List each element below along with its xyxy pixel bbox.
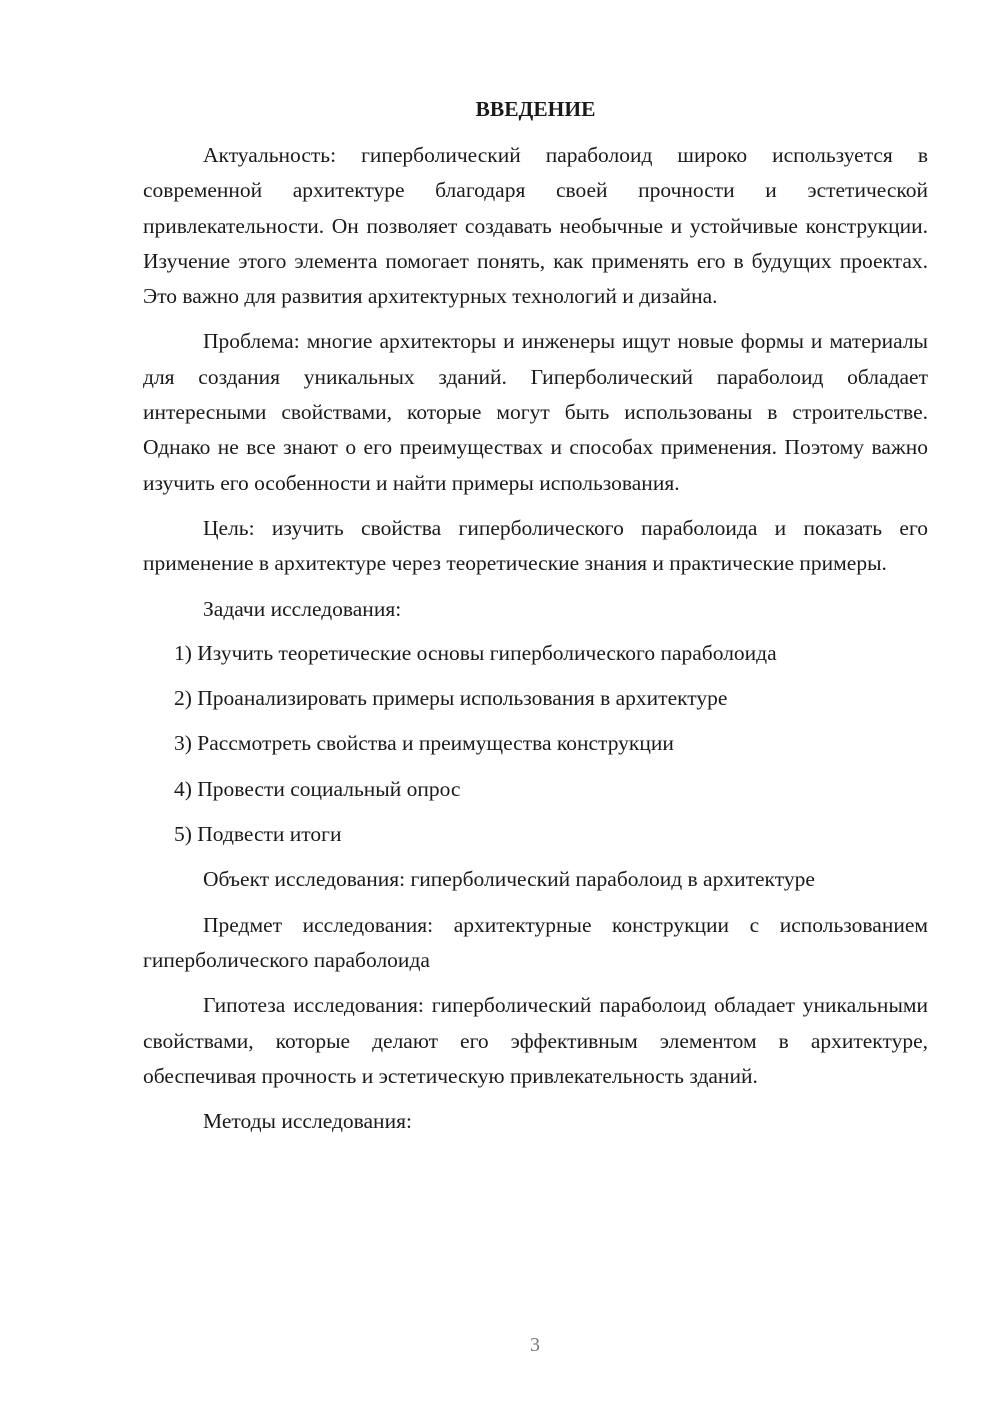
hypothesis-paragraph: Гипотеза исследования: гиперболический параболоид обладает уникальными свойствами, которые делают его эффективным элементом в архитектуре, обеспечивая прочность и эстетическую привлекательность зданий. <box>143 993 928 1088</box>
document-page <box>143 92 928 1149</box>
object-paragraph: Объект исследования: гиперболический параболоид в архитектуре <box>203 867 815 892</box>
methods-heading: Методы исследования: <box>203 1109 412 1134</box>
subject-paragraph: Предмет исследования: архитектурные конструкции с использованием гиперболического параболоида <box>143 912 928 972</box>
page-number: 3 <box>530 1334 540 1356</box>
tasks-list <box>143 636 928 852</box>
tasks-heading: Задачи исследования: <box>203 596 402 621</box>
section-title: ВВЕДЕНИЕ <box>475 97 596 121</box>
problem-paragraph: Проблема: многие архитекторы и инженеры ищут новые формы и материалы для создания уникальных зданий. Гиперболический параболоид обладает интересными свойствами, которые могут быть использованы в строительстве. Однако не все знают о его преимуществах и способах применения. Поэтому важно изучить его особенности и найти примеры использования. <box>143 329 928 495</box>
task-item-2: 2) Проанализировать примеры использования в архитектуре <box>174 686 728 711</box>
goal-paragraph: Цель: изучить свойства гиперболического параболоида и показать его применение в архитектуре через теоретические знания и практические примеры. <box>143 515 928 576</box>
task-item-3: 3) Рассмотреть свойства и преимущества конструкции <box>174 731 674 756</box>
task-item-4: 4) Провести социальный опрос <box>174 776 461 801</box>
task-item-1: 1) Изучить теоретические основы гиперболического параболоида <box>174 640 777 665</box>
task-item-5: 5) Подвести итоги <box>174 822 342 847</box>
relevance-paragraph: Актуальность: гиперболический параболоид широко используется в современной архитектуре благодаря своей прочности и эстетической привлекательности. Он позволяет создавать необычные и устойчивые конструкции. Изучение этого элемента помогает понять, как применять его в будущих проектах. Это важно для развития архитектурных технологий и дизайна. <box>143 143 928 309</box>
